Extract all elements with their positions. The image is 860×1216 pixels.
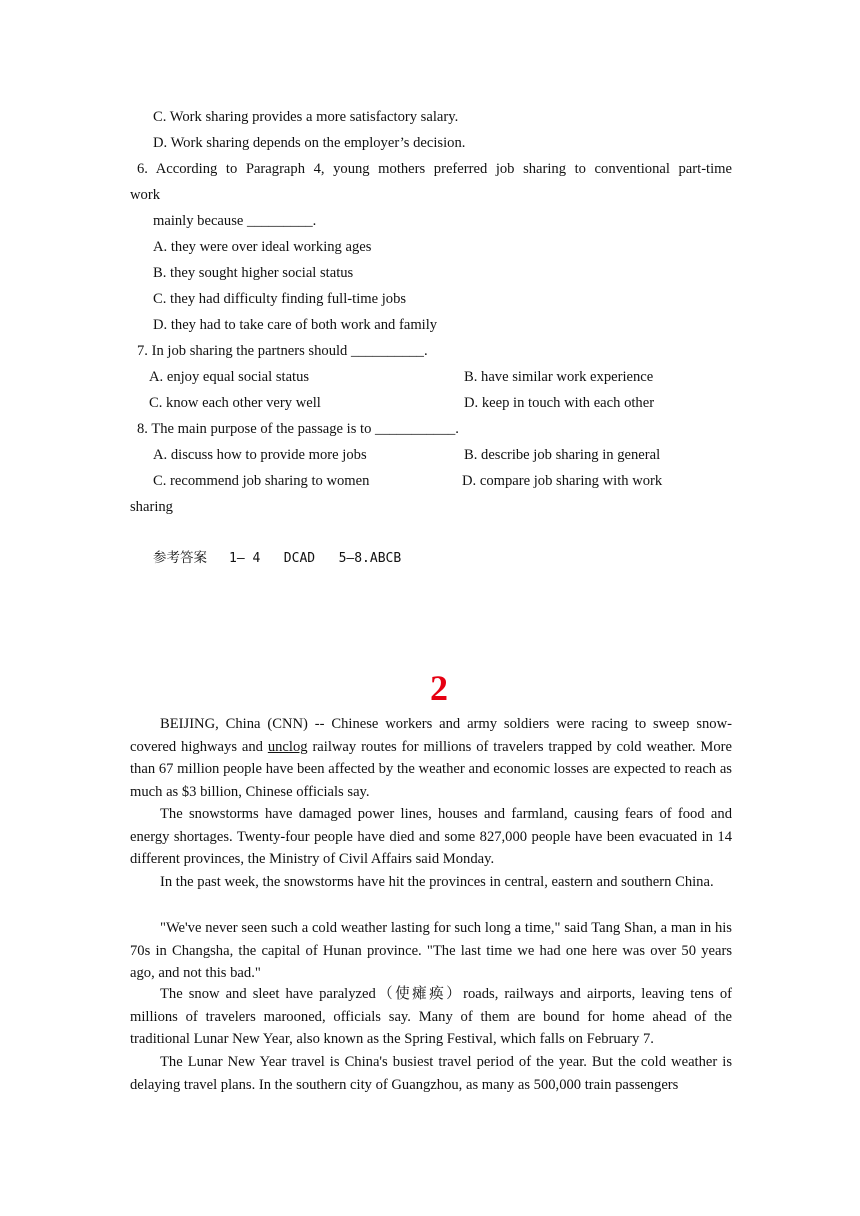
- article-paragraph-1: BEIJING, China (CNN) -- Chinese workers and army soldiers were racing to sweep snow-covered highways and unclog railway routes for millions of travelers trapped by cold weather. More than 67 million people have been affected by the weather and economic losses are expected to reach as much as $3 billion, Chinese officials say.: [130, 716, 732, 800]
- q7-option-b: B. have similar work experience: [464, 369, 654, 385]
- q7-stem: 7. In job sharing the partners should __________.: [137, 343, 428, 359]
- q8-option-a: A. discuss how to provide more jobs: [153, 447, 367, 463]
- article-paragraph-3: In the past week, the snowstorms have hit the provinces in central, eastern and southern China.: [160, 874, 714, 890]
- answer-key-text: 1— 4 DCAD 5—8.ABCB: [229, 551, 402, 566]
- q5-option-c: C. Work sharing provides a more satisfactory salary.: [153, 109, 459, 125]
- article-paragraph-5: The snow and sleet have paralyzed（使瘫痪）roads, railways and airports, leaving tens of millions of travelers marooned, officials say. Many of them are bound for home ahead of the traditional Lunar New Year, also known as the Spring Festival, which falls on February 7.: [130, 986, 732, 1048]
- q6-option-b: B. they sought higher social status: [153, 265, 354, 281]
- underlined-word: unclog: [267, 738, 308, 755]
- article-paragraph-2: The snowstorms have damaged power lines, houses and farmland, causing fears of food and energy shortages. Twenty-four people have died and some 827,000 people have been evacuated in 14 different provinces, the Ministry of Civil Affairs said Monday.: [130, 806, 732, 868]
- q5-option-d: D. Work sharing depends on the employer’s decision.: [153, 135, 466, 151]
- article-paragraph-4: "We've never seen such a cold weather lasting for such long a time," said Tang Shan, a man in his 70s in Changsha, the capital of Hunan province. "The last time we had one here was over 50 years ago, and not this bad.": [130, 920, 732, 982]
- q8-stem: 8. The main purpose of the passage is to ___________.: [137, 421, 459, 437]
- q8-option-c: C. recommend job sharing to women: [153, 473, 370, 489]
- q6-option-c: C. they had difficulty finding full-time jobs: [153, 291, 407, 307]
- q6-stem-line3: mainly because _________.: [153, 213, 317, 229]
- q6-stem-line2: work: [130, 187, 160, 203]
- answer-key: [153, 549, 755, 568]
- answer-key-label: 参考答案: [153, 550, 207, 566]
- q6-option-d: D. they had to take care of both work and family: [153, 317, 438, 333]
- q7-option-d: D. keep in touch with each other: [464, 395, 655, 411]
- q7-option-a: A. enjoy equal social status: [149, 369, 310, 385]
- q8-option-b: B. describe job sharing in general: [464, 447, 661, 463]
- article-paragraph-6: The Lunar New Year travel is China's busiest travel period of the year. But the cold weather is delaying travel plans. In the southern city of Guangzhou, as many as 500,000 train passengers: [130, 1054, 732, 1093]
- q7-option-c: C. know each other very well: [149, 395, 321, 411]
- section-number: 2: [430, 668, 448, 708]
- q6-stem-line1: 6. According to Paragraph 4, young mothers preferred job sharing to conventional part-time: [137, 161, 732, 177]
- q8-option-d-wrap: sharing: [130, 499, 173, 515]
- q8-option-d: D. compare job sharing with work: [462, 473, 663, 489]
- q6-option-a: A. they were over ideal working ages: [153, 239, 372, 255]
